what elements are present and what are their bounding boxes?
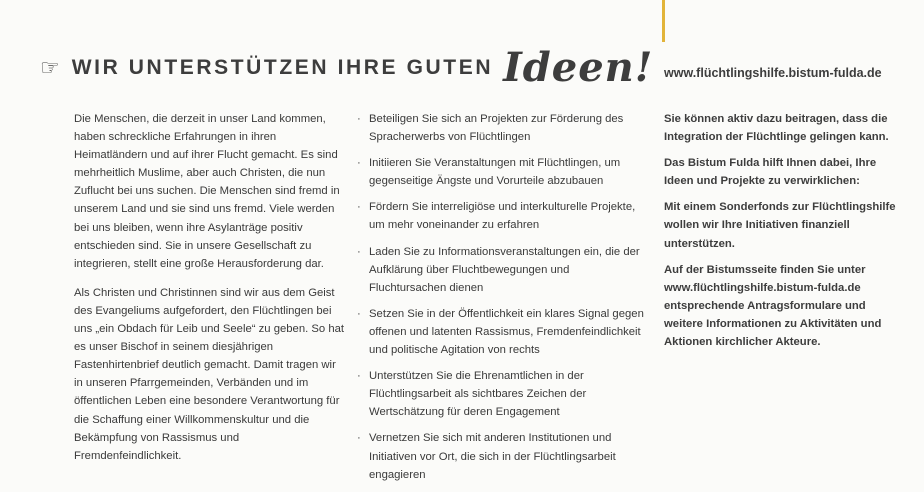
list-item: · Unterstützen Sie die Ehrenamtlichen in der Flüchtlingsarbeit als sichtbares Zeichen der Wertschätzung für deren Engagement [357,367,647,421]
headline-script-word: Ideen! [503,44,654,91]
pointing-hand-icon: ☞ [40,55,60,80]
headline [40,40,653,96]
intro-paragraph-1: Die Menschen, die derzeit in unser Land kommen, haben schreckliche Erfahrungen in ihren Heimatländern und auf ihrer Flucht gemacht. Es sind mehrheitlich Muslime, aber auch Christen, die nun Zuflucht bei uns suchen. Die Menschen sind fremd in unserem Land und sie sind uns fremd. Viele werden bei uns bleiben, wenn ihre Asylanträge positiv entschieden sind. Sie in unsere Gesellschaft zu integrieren, stellt eine große Herausforderung dar. [74,113,340,270]
list-item: · Beteiligen Sie sich an Projekten zur Förderung des Spracherwerbs von Flüchtlingen [357,110,647,146]
support-paragraph-1: Sie können aktiv dazu beitragen, dass die Integration der Flüchtlinge gelingen kann. [664,113,889,144]
support-column [664,110,896,359]
support-paragraph-3: Mit einem Sonderfonds zur Flüchtlingshilfe wollen wir Ihre Initiativen finanziell unterstützen. [664,201,896,250]
list-item: · Fördern Sie interreligiöse und interkulturelle Projekte, um mehr voneinander zu erfahren [357,198,647,234]
list-item: · Initiieren Sie Veranstaltungen mit Flüchtlingen, um gegenseitige Ängste und Vorurteile abzubauen [357,154,647,190]
support-paragraph-4: Auf der Bistumsseite finden Sie unter www.flüchtlingshilfe.bistum-fulda.de entsprechende Antragsformulare und weitere Informationen zu Aktivitäten und Aktionen kirchlicher Akteure. [664,263,882,349]
gold-accent-line [662,0,665,42]
list-item: · Laden Sie zu Informationsveranstaltungen ein, die der Aufklärung über Fluchtbewegungen und Fluchtursachen dienen [357,243,647,297]
website-url[interactable]: www.flüchtlingshilfe.bistum-fulda.de [664,66,882,80]
support-paragraph-2: Das Bistum Fulda hilft Ihnen dabei, Ihre Ideen und Projekte zu verwirklichen: [664,157,877,188]
list-item: · Vernetzen Sie sich mit anderen Institutionen und Initiativen vor Ort, die sich in der Flüchtlingsarbeit engagieren [357,429,647,483]
intro-column [74,110,346,476]
list-item: · Setzen Sie in der Öffentlichkeit ein klares Signal gegen offenen und latenten Rassismus, Fremdenfeindlichkeit und politische Agitation von rechts [357,305,647,359]
suggestions-list [357,110,647,492]
headline-title: WIR UNTERSTÜTZEN IHRE GUTEN [71,56,494,79]
intro-paragraph-2: Als Christen und Christinnen sind wir aus dem Geist des Evangeliums aufgefordert, den Flüchtlingen bei uns „ein Obdach für Leib und Seele“ zu geben. So hat es unser Bischof in seinem diesjährigen Fastenhirtenbrief deutlich gemacht. Damit tragen wir in unseren Pfarrgemeinden, Verbänden und im öffentlichen Leben eine besondere Verantwortung für die Schaffung einer Willkommenskultur und die Bekämpfung von Rassismus und Fremdenfeindlichkeit. [74,286,345,462]
